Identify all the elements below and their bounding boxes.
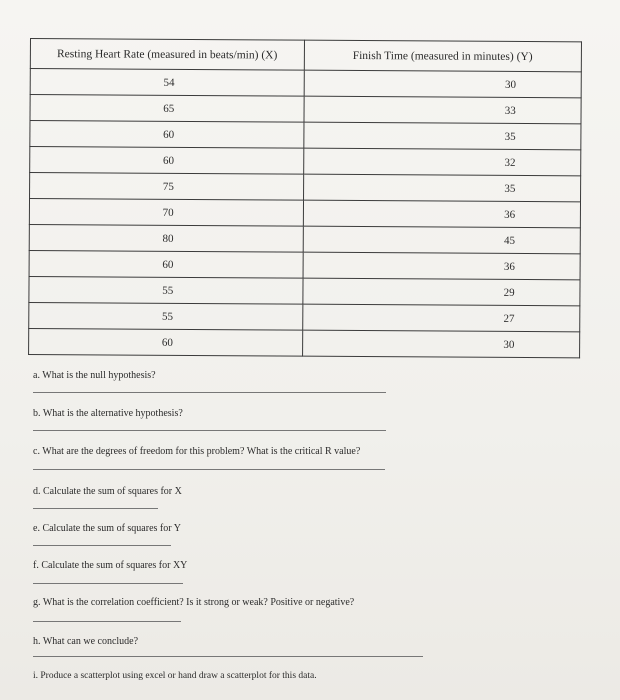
- table-row: [29, 224, 580, 253]
- heart-rate-value: 60: [162, 154, 175, 167]
- heart-rate-cell: [29, 302, 303, 330]
- finish-time-value: 35: [504, 182, 516, 195]
- heart-rate-value: 75: [162, 180, 174, 193]
- answer-line-b: [33, 430, 386, 431]
- answer-line-d: [33, 508, 158, 509]
- heart-rate-value: 54: [163, 76, 175, 89]
- heart-rate-value: 55: [162, 284, 174, 297]
- heart-rate-cell: [30, 121, 304, 149]
- finish-time-value: 30: [504, 78, 517, 91]
- table-row: [29, 199, 580, 228]
- heart-rate-value: 55: [162, 310, 174, 323]
- heart-rate-value: 70: [162, 206, 174, 219]
- question-i: i. Produce a scatterplot using excel or hand draw a scatterplot for this data.: [33, 671, 317, 681]
- finish-time-value: 32: [504, 156, 516, 169]
- header-finish-time: Finish Time (measured in minutes) (Y): [304, 40, 582, 72]
- finish-time-cell: [304, 70, 582, 98]
- finish-time-value: 35: [504, 130, 516, 143]
- heart-rate-cell: [30, 173, 304, 201]
- finish-time-value: 27: [503, 312, 515, 325]
- finish-time-value: 36: [504, 208, 516, 221]
- heart-rate-cell: [30, 147, 304, 175]
- heart-rate-value: 60: [161, 336, 173, 349]
- table-row: [30, 95, 581, 124]
- question-f: f. Calculate the sum of squares for XY: [33, 560, 188, 571]
- heart-rate-cell: [30, 95, 304, 123]
- header-heart-rate: Resting Heart Rate (measured in beats/min) (X): [30, 39, 304, 71]
- heart-rate-value: 60: [163, 128, 175, 141]
- question-d: d. Calculate the sum of squares for X: [33, 486, 182, 497]
- heart-rate-cell: [29, 276, 303, 304]
- heart-rate-cell: [29, 250, 303, 278]
- heart-rate-cell: [30, 69, 304, 97]
- question-e: e. Calculate the sum of squares for Y: [33, 523, 181, 534]
- question-b: b. What is the alternative hypothesis?: [33, 408, 183, 419]
- finish-time-cell: [303, 96, 581, 124]
- finish-time-cell: [302, 330, 580, 358]
- finish-time-value: 36: [503, 260, 515, 273]
- finish-time-value: 33: [504, 104, 516, 117]
- answer-line-g: [33, 621, 181, 622]
- table-row: [29, 250, 580, 279]
- finish-time-cell: [303, 252, 581, 280]
- finish-time-cell: [303, 122, 581, 150]
- question-a: a. What is the null hypothesis?: [33, 370, 156, 381]
- heart-rate-value: 80: [162, 232, 174, 245]
- heart-rate-cell: [29, 199, 303, 227]
- heart-rate-value: 65: [163, 102, 175, 115]
- finish-time-cell: [303, 200, 581, 228]
- finish-time-cell: [303, 148, 581, 176]
- question-g: g. What is the correlation coefficient? Is it strong or weak? Positive or negative?: [33, 597, 355, 608]
- answer-line-h: [33, 656, 423, 657]
- finish-time-value: 29: [503, 286, 515, 299]
- finish-time-cell: [303, 226, 581, 254]
- table-row: [30, 173, 581, 202]
- table-row: [29, 276, 580, 305]
- table-row: [29, 328, 580, 357]
- finish-time-value: 45: [503, 234, 516, 247]
- table-row: [30, 121, 581, 150]
- answer-line-c: [33, 469, 385, 470]
- table-row: [30, 147, 581, 176]
- finish-time-cell: [303, 174, 581, 202]
- finish-time-cell: [302, 278, 580, 306]
- data-table: [28, 38, 582, 358]
- table-header-row: [30, 39, 581, 72]
- table-row: [29, 302, 580, 331]
- table-row: [30, 69, 581, 98]
- heart-rate-cell: [29, 328, 303, 356]
- heart-rate-value: 60: [162, 258, 174, 271]
- finish-time-cell: [302, 304, 580, 332]
- answer-line-a: [33, 392, 386, 393]
- finish-time-value: 30: [503, 338, 515, 351]
- answer-line-f: [33, 583, 183, 584]
- question-h: h. What can we conclude?: [33, 636, 139, 647]
- heart-rate-cell: [29, 224, 303, 252]
- answer-line-e: [33, 545, 171, 546]
- question-c: c. What are the degrees of freedom for this problem? What is the critical R value?: [33, 446, 361, 457]
